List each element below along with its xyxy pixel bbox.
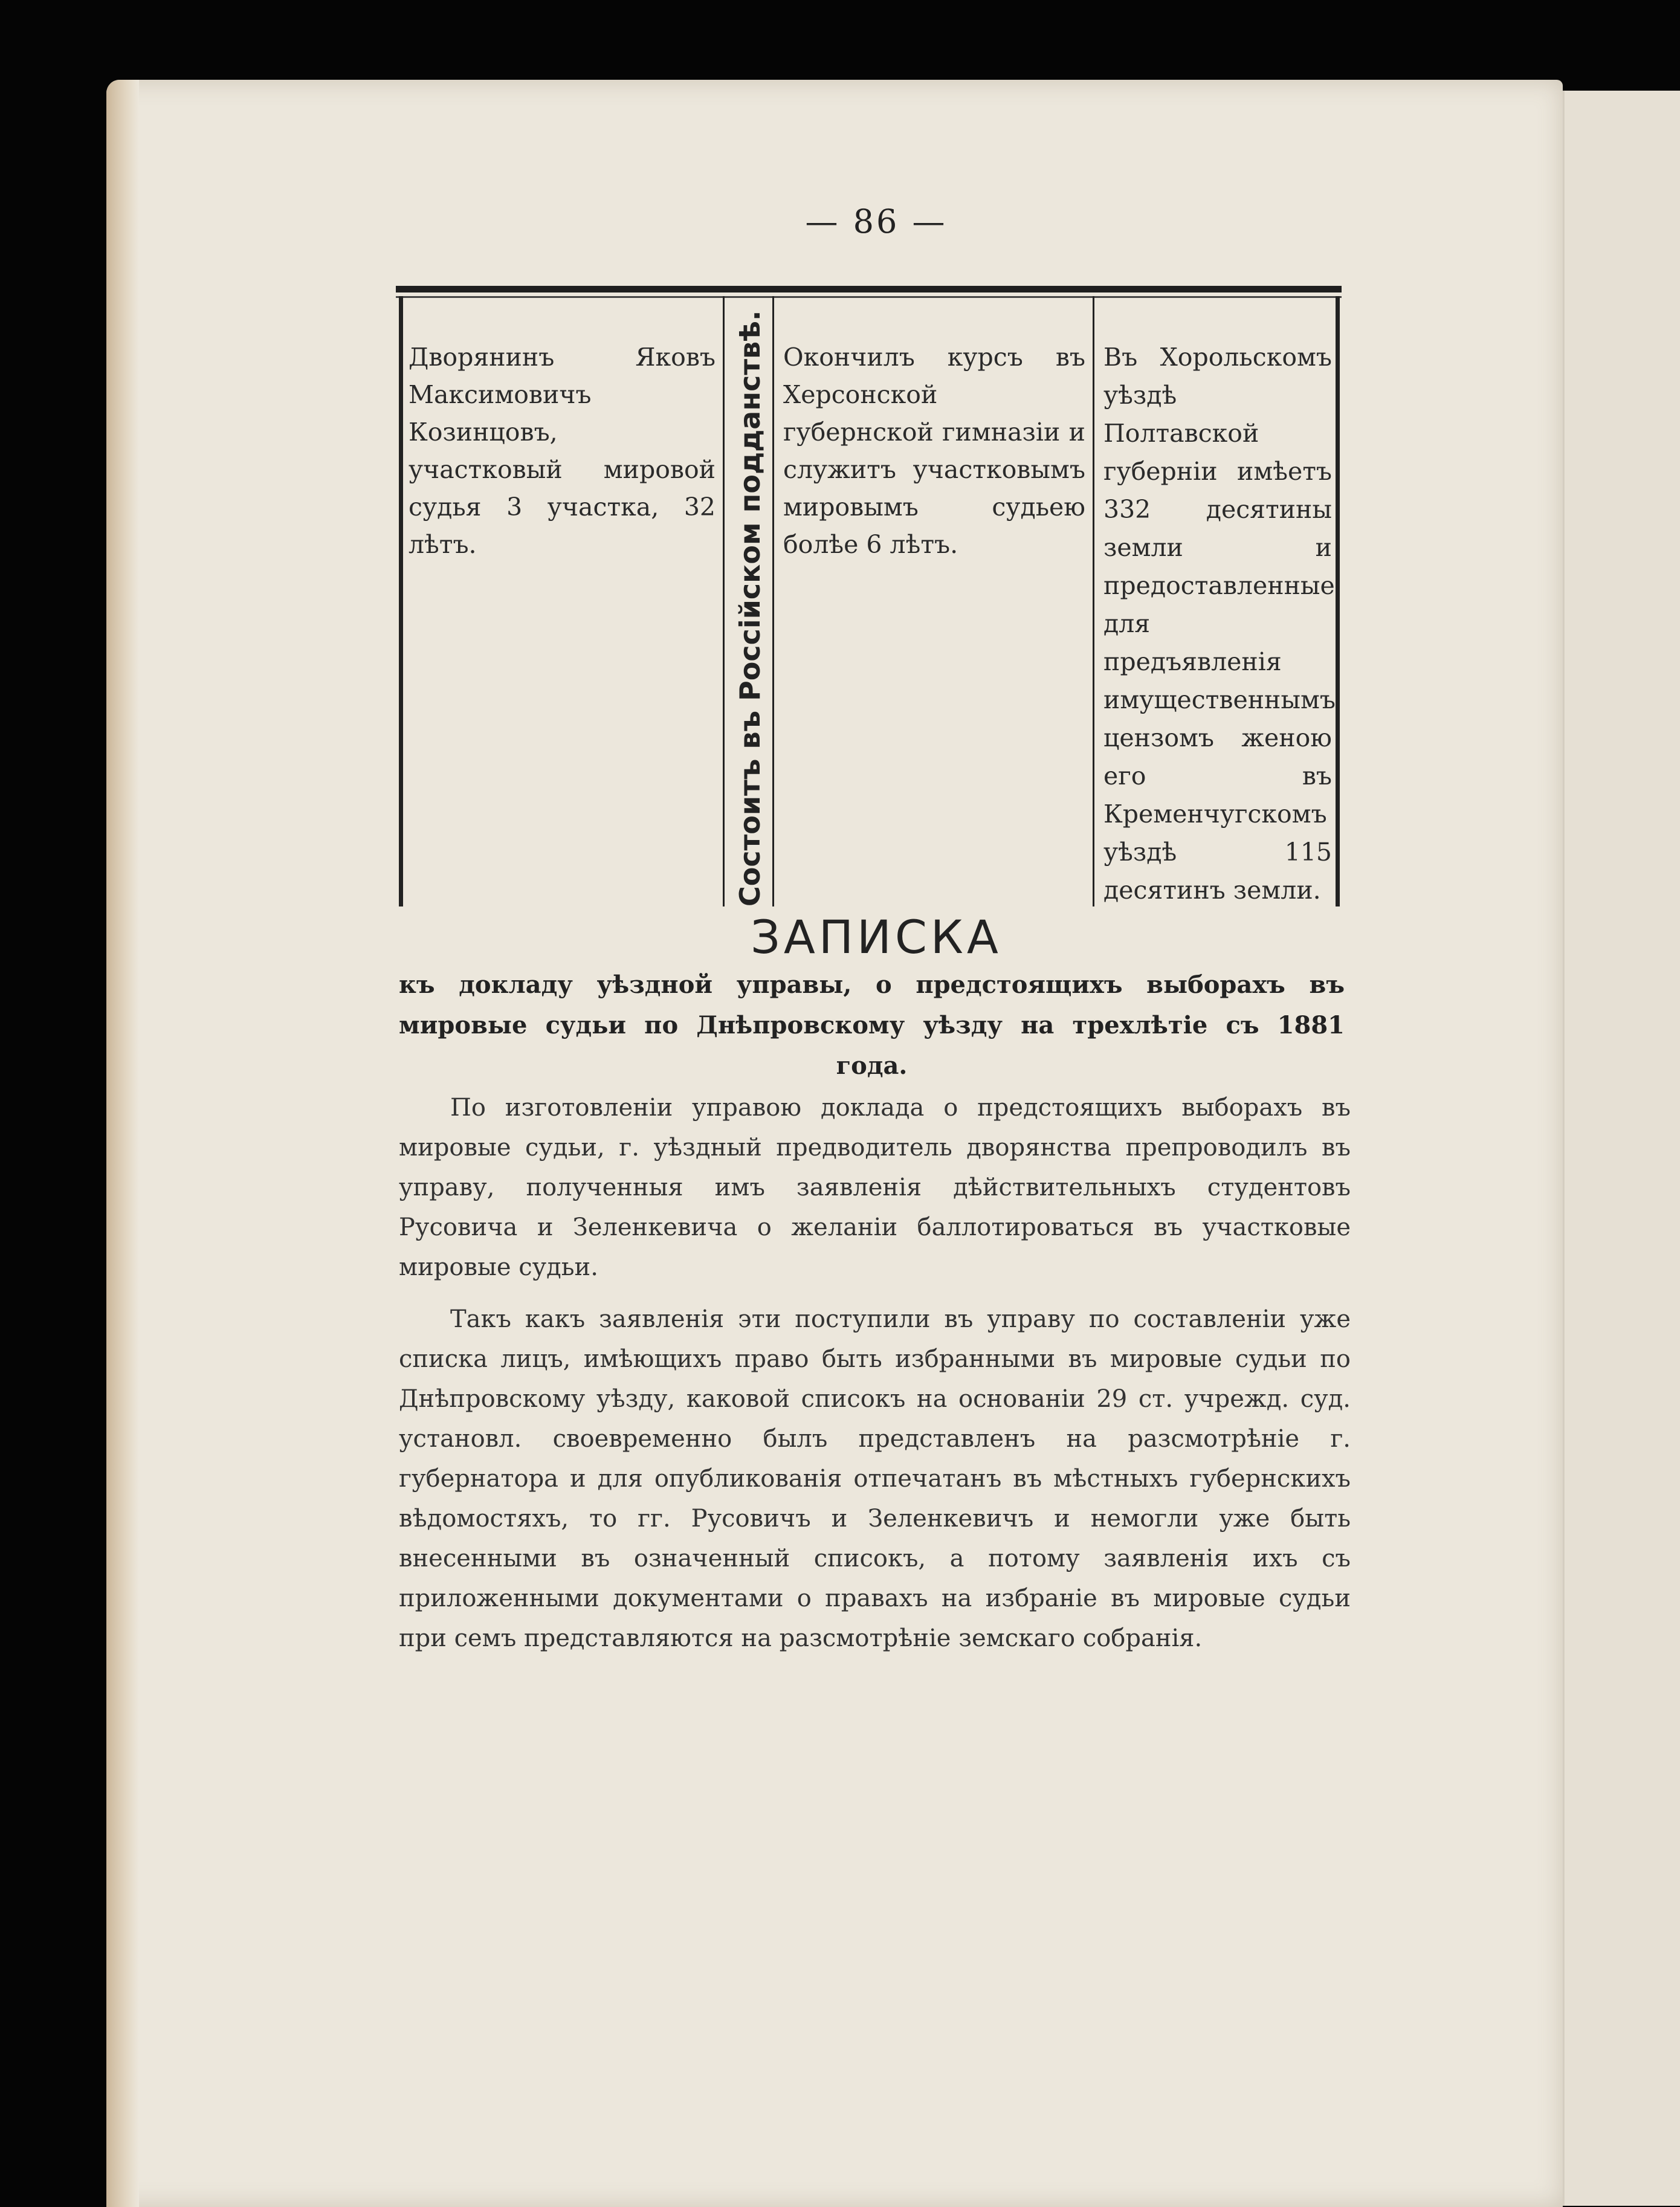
page-edge	[106, 80, 139, 2207]
table-cell-citizenship: Состоитъ въ Россійском подданствѣ.	[734, 310, 766, 906]
adjacent-page	[1559, 91, 1680, 2206]
table-top-rule-thin	[396, 296, 1342, 298]
body-paragraph-2: Такъ какъ заявленія эти поступили въ управу по составленіи уже списка лицъ, имѣющихъ право быть избранными въ мировые судьи по Днѣпровскому уѣзду, каковой списокъ на основаніи 29 ст. учрежд. суд. установл. своевременно былъ представленъ на разсмотрѣніе г. губернатора и для опубликованія отпечатанъ въ мѣстныхъ губернскихъ вѣдомостяхъ, то гг. Русовичъ и Зеленкевичъ и немогли уже быть внесенными въ означенный списокъ, а потому заявленія ихъ съ приложенными документами о правахъ на избраніе въ мировые судьи при семъ представляются на разсмотрѣніе земскаго собранія.	[399, 1305, 1351, 1652]
table-cell-name: Дворянинъ Яковъ Максимовичъ Козинцовъ, участковый мировой судья 3 участка, 32 лѣтъ.	[409, 343, 716, 559]
table-right-border	[1336, 296, 1340, 906]
table-cell-property: Въ Хорольскомъ уѣздѣ Полтавской губерніи имѣетъ 332 десятины земли и предоставленные для предъявленія имущественнымъ цензомъ женою его въ Кременчугскомъ уѣздѣ 115 десятинъ земли.	[1103, 343, 1336, 905]
body-paragraph-1: По изготовленіи управою доклада о предстоящихъ выборахъ въ мировые судьи, г. уѣздный предводитель дворянства препроводилъ въ управу, полученныя имъ заявленія дѣйствительныхъ студентовъ Русовича и Зеленкевича о желаніи баллотироваться въ участковые мировые судьи.	[399, 1094, 1351, 1281]
table-divider-3	[1093, 296, 1094, 906]
table-cell-education: Окончилъ курсъ въ Херсонской губернской гимназіи и служитъ участковымъ мировымъ судьею болѣе 6 лѣтъ.	[783, 343, 1085, 559]
page-number: — 86 —	[805, 202, 948, 241]
section-subtitle: къ докладу уѣздной управы, о предстоящихъ выборахъ въ мировые судьи по Днѣпровскому уѣзду на трехлѣтіе съ 1881 года.	[399, 971, 1345, 1080]
section-title: ЗАПИСКА	[751, 910, 1002, 964]
table-top-rule	[396, 286, 1342, 292]
table-divider-1	[723, 296, 725, 906]
table-left-border	[399, 296, 403, 906]
